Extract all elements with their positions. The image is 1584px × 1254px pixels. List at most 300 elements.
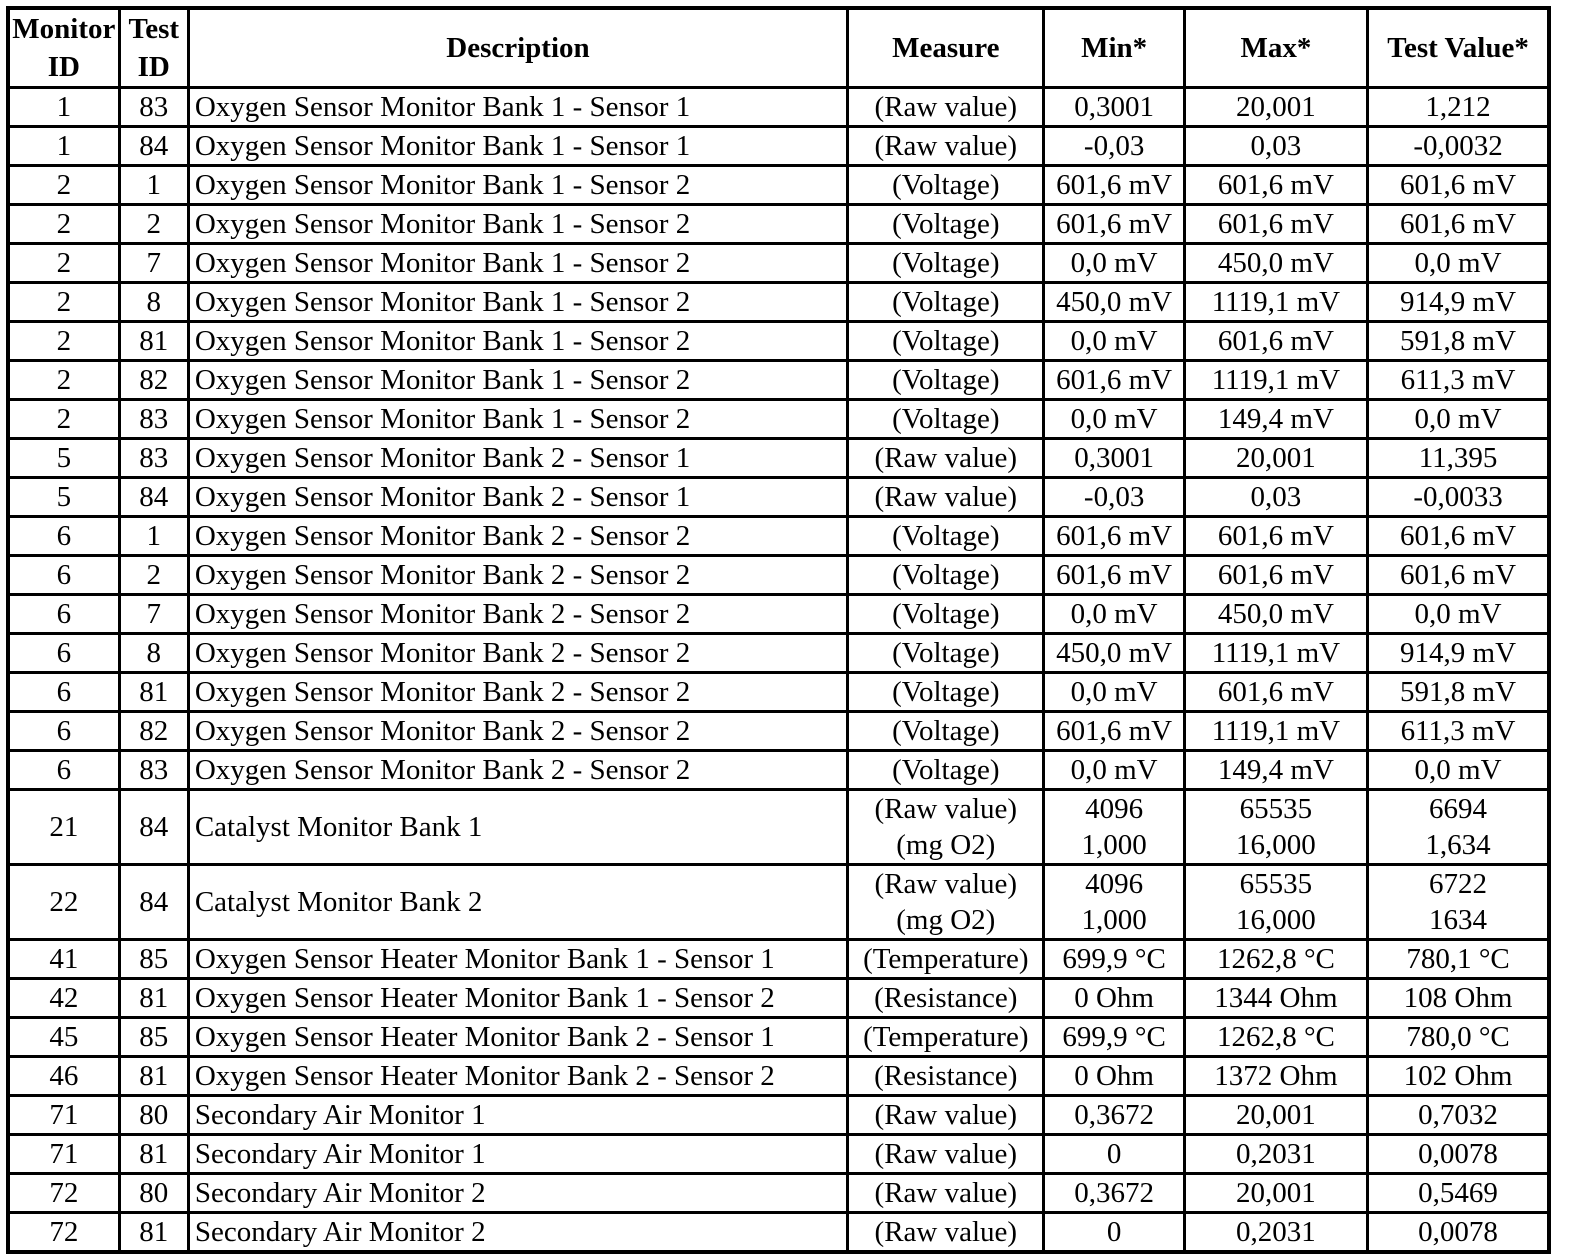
monitor-id-cell: 6 xyxy=(8,673,119,712)
test-value-cell xyxy=(1368,595,1549,634)
monitor-id-cell: 1 xyxy=(8,127,119,166)
test-value-cell xyxy=(1368,517,1549,556)
min-cell-line: 601,6 mV xyxy=(1056,520,1173,552)
measure-cell-line: (Voltage) xyxy=(892,637,1000,669)
max-cell-line: 149,4 mV xyxy=(1217,754,1334,786)
description-cell: Oxygen Sensor Monitor Bank 1 - Sensor 2 xyxy=(188,166,847,205)
description-cell: Oxygen Sensor Heater Monitor Bank 1 - Sensor 1 xyxy=(188,940,847,979)
test-value-cell-line: 0,0078 xyxy=(1418,1138,1498,1170)
measure-cell-line: (Voltage) xyxy=(892,676,1000,708)
measure-cell xyxy=(848,790,1044,865)
min-cell-line: 0,0 mV xyxy=(1070,403,1158,435)
min-cell-line: 0,3672 xyxy=(1074,1099,1154,1131)
measure-cell-line: (Raw value) xyxy=(874,442,1018,474)
min-cell-line: 601,6 mV xyxy=(1056,364,1173,396)
test-value-cell-line: 611,3 mV xyxy=(1400,364,1516,396)
measure-cell xyxy=(848,940,1044,979)
max-cell xyxy=(1184,283,1367,322)
header-measure: Measure xyxy=(848,8,1044,88)
max-cell xyxy=(1184,244,1367,283)
table-row xyxy=(8,1057,1549,1096)
monitor-id-cell: 2 xyxy=(8,361,119,400)
test-value-cell-line: 780,1 °C xyxy=(1406,943,1510,975)
test-value-cell-line: 601,6 mV xyxy=(1400,559,1517,591)
test-id-cell: 84 xyxy=(119,478,188,517)
measure-cell-line: (Resistance) xyxy=(874,982,1018,1014)
table-row xyxy=(8,790,1549,865)
test-value-cell-line: 0,0078 xyxy=(1418,1216,1498,1248)
max-cell xyxy=(1184,979,1367,1018)
measure-cell xyxy=(848,1174,1044,1213)
min-cell xyxy=(1044,790,1184,865)
measure-cell-line: (Raw value) xyxy=(874,481,1018,513)
description-cell: Oxygen Sensor Monitor Bank 2 - Sensor 2 xyxy=(188,556,847,595)
min-cell-line: 4096 xyxy=(1085,868,1144,900)
measure-cell xyxy=(848,1018,1044,1057)
max-cell xyxy=(1184,478,1367,517)
table-row xyxy=(8,283,1549,322)
max-cell xyxy=(1184,439,1367,478)
test-value-cell xyxy=(1368,1057,1549,1096)
max-cell-line: 149,4 mV xyxy=(1217,403,1334,435)
min-cell-line: 0 xyxy=(1106,1138,1122,1170)
description-cell: Oxygen Sensor Monitor Bank 2 - Sensor 2 xyxy=(188,712,847,751)
test-value-cell xyxy=(1368,283,1549,322)
table-row xyxy=(8,166,1549,205)
max-cell xyxy=(1184,1174,1367,1213)
max-cell-line: 1262,8 °C xyxy=(1216,943,1335,975)
measure-cell xyxy=(848,673,1044,712)
min-cell xyxy=(1044,361,1184,400)
description-cell: Oxygen Sensor Monitor Bank 1 - Sensor 2 xyxy=(188,361,847,400)
measure-cell xyxy=(848,1096,1044,1135)
max-cell xyxy=(1184,790,1367,865)
description-cell: Secondary Air Monitor 1 xyxy=(188,1135,847,1174)
measure-cell xyxy=(848,979,1044,1018)
min-cell xyxy=(1044,1174,1184,1213)
test-id-cell: 84 xyxy=(119,127,188,166)
test-value-cell xyxy=(1368,1213,1549,1253)
measure-cell xyxy=(848,361,1044,400)
monitor-id-cell: 41 xyxy=(8,940,119,979)
measure-cell xyxy=(848,283,1044,322)
description-cell: Oxygen Sensor Monitor Bank 2 - Sensor 2 xyxy=(188,634,847,673)
measure-cell xyxy=(848,1213,1044,1253)
test-value-cell-line: 601,6 mV xyxy=(1400,208,1517,240)
description-cell: Oxygen Sensor Monitor Bank 1 - Sensor 1 xyxy=(188,127,847,166)
description-cell: Oxygen Sensor Monitor Bank 1 - Sensor 2 xyxy=(188,283,847,322)
test-id-cell: 80 xyxy=(119,1096,188,1135)
test-id-cell: 83 xyxy=(119,439,188,478)
measure-cell xyxy=(848,751,1044,790)
description-cell: Secondary Air Monitor 1 xyxy=(188,1096,847,1135)
min-cell xyxy=(1044,556,1184,595)
min-cell-line: 0 Ohm xyxy=(1074,982,1154,1014)
test-value-cell xyxy=(1368,166,1549,205)
header-monitor-id-line: ID xyxy=(47,51,80,83)
monitor-id-cell: 5 xyxy=(8,478,119,517)
test-value-cell-line: 6694 xyxy=(1429,793,1488,825)
measure-cell xyxy=(848,478,1044,517)
max-cell-line: 1344 Ohm xyxy=(1214,982,1338,1014)
min-cell-line: 0,0 mV xyxy=(1070,247,1158,279)
min-cell-line: 601,6 mV xyxy=(1056,169,1173,201)
measure-cell xyxy=(848,244,1044,283)
description-cell: Oxygen Sensor Monitor Bank 1 - Sensor 1 xyxy=(188,88,847,127)
monitor-id-cell: 1 xyxy=(8,88,119,127)
max-cell-line: 450,0 mV xyxy=(1217,247,1334,279)
measure-cell xyxy=(848,88,1044,127)
table-row xyxy=(8,400,1549,439)
monitor-id-cell: 2 xyxy=(8,244,119,283)
measure-cell-line: (Voltage) xyxy=(892,325,1000,357)
test-value-cell-line: 0,0 mV xyxy=(1414,598,1502,630)
header-monitor-id-line: Monitor xyxy=(12,13,116,45)
monitor-id-cell: 2 xyxy=(8,400,119,439)
test-value-cell xyxy=(1368,673,1549,712)
test-value-cell xyxy=(1368,88,1549,127)
max-cell xyxy=(1184,88,1367,127)
measure-cell-line: (Voltage) xyxy=(892,208,1000,240)
min-cell xyxy=(1044,88,1184,127)
description-cell: Oxygen Sensor Monitor Bank 2 - Sensor 1 xyxy=(188,478,847,517)
header-test-id-line: Test xyxy=(128,13,180,45)
test-id-cell: 83 xyxy=(119,400,188,439)
test-value-cell xyxy=(1368,439,1549,478)
test-id-cell: 84 xyxy=(119,790,188,865)
monitor-id-cell: 21 xyxy=(8,790,119,865)
min-cell xyxy=(1044,712,1184,751)
min-cell-line: 450,0 mV xyxy=(1056,637,1173,669)
monitor-id-cell: 6 xyxy=(8,517,119,556)
test-id-cell: 8 xyxy=(119,283,188,322)
min-cell-line: 1,000 xyxy=(1081,829,1147,861)
description-cell: Oxygen Sensor Heater Monitor Bank 2 - Sensor 1 xyxy=(188,1018,847,1057)
test-value-cell-line: 601,6 mV xyxy=(1400,169,1517,201)
table-row xyxy=(8,673,1549,712)
monitor-id-cell: 5 xyxy=(8,439,119,478)
test-id-cell: 7 xyxy=(119,244,188,283)
test-value-cell xyxy=(1368,1174,1549,1213)
test-value-cell xyxy=(1368,400,1549,439)
description-cell: Oxygen Sensor Monitor Bank 1 - Sensor 2 xyxy=(188,205,847,244)
measure-cell-line: (Raw value) xyxy=(874,1138,1018,1170)
measure-cell-line: (Voltage) xyxy=(892,520,1000,552)
test-id-cell: 81 xyxy=(119,322,188,361)
min-cell-line: 0 Ohm xyxy=(1074,1060,1154,1092)
description-cell: Oxygen Sensor Monitor Bank 2 - Sensor 2 xyxy=(188,595,847,634)
min-cell xyxy=(1044,1213,1184,1253)
measure-cell-line: (Raw value) xyxy=(874,793,1018,825)
monitor-id-cell: 6 xyxy=(8,751,119,790)
test-id-cell: 81 xyxy=(119,1213,188,1253)
test-id-cell: 81 xyxy=(119,673,188,712)
max-cell-line: 601,6 mV xyxy=(1217,208,1334,240)
min-cell xyxy=(1044,595,1184,634)
table-row xyxy=(8,439,1549,478)
min-cell xyxy=(1044,166,1184,205)
max-cell xyxy=(1184,751,1367,790)
test-value-cell xyxy=(1368,556,1549,595)
table-row xyxy=(8,940,1549,979)
measure-cell-line: (Raw value) xyxy=(874,1177,1018,1209)
measure-cell-line: (Resistance) xyxy=(874,1060,1018,1092)
monitor-id-cell: 46 xyxy=(8,1057,119,1096)
table-row xyxy=(8,88,1549,127)
monitor-id-cell: 6 xyxy=(8,556,119,595)
test-value-cell xyxy=(1368,865,1549,940)
description-cell: Secondary Air Monitor 2 xyxy=(188,1213,847,1253)
header-max: Max* xyxy=(1184,8,1367,88)
test-id-cell: 7 xyxy=(119,595,188,634)
min-cell-line: 0,3672 xyxy=(1074,1177,1154,1209)
max-cell-line: 0,03 xyxy=(1250,130,1302,162)
description-cell: Catalyst Monitor Bank 1 xyxy=(188,790,847,865)
test-value-cell-line: 108 Ohm xyxy=(1403,982,1513,1014)
min-cell xyxy=(1044,283,1184,322)
max-cell-line: 0,2031 xyxy=(1236,1138,1316,1170)
test-value-cell-line: 6722 xyxy=(1429,868,1488,900)
min-cell xyxy=(1044,634,1184,673)
test-value-cell-line: 591,8 mV xyxy=(1400,676,1517,708)
test-id-cell: 80 xyxy=(119,1174,188,1213)
test-value-cell xyxy=(1368,790,1549,865)
max-cell-line: 16,000 xyxy=(1236,829,1316,861)
measure-cell xyxy=(848,1057,1044,1096)
min-cell xyxy=(1044,751,1184,790)
max-cell-line: 0,03 xyxy=(1250,481,1302,513)
min-cell-line: 0,0 mV xyxy=(1070,325,1158,357)
measure-cell xyxy=(848,1135,1044,1174)
max-cell-line: 1372 Ohm xyxy=(1214,1060,1338,1092)
test-value-cell-line: 102 Ohm xyxy=(1403,1060,1513,1092)
monitor-id-cell: 22 xyxy=(8,865,119,940)
max-cell xyxy=(1184,673,1367,712)
measure-cell xyxy=(848,712,1044,751)
max-cell-line: 0,2031 xyxy=(1236,1216,1316,1248)
header-test-value: Test Value* xyxy=(1368,8,1549,88)
test-id-cell: 2 xyxy=(119,205,188,244)
max-cell-line: 1119,1 mV xyxy=(1211,637,1341,669)
test-value-cell-line: 0,7032 xyxy=(1418,1099,1498,1131)
test-value-cell-line: 914,9 mV xyxy=(1400,637,1517,669)
max-cell-line: 1262,8 °C xyxy=(1216,1021,1335,1053)
description-cell: Oxygen Sensor Monitor Bank 2 - Sensor 2 xyxy=(188,673,847,712)
monitor-id-cell: 72 xyxy=(8,1213,119,1253)
min-cell xyxy=(1044,1018,1184,1057)
measure-cell-line: (Raw value) xyxy=(874,91,1018,123)
min-cell xyxy=(1044,1057,1184,1096)
table-row xyxy=(8,478,1549,517)
monitor-test-results-table xyxy=(6,6,1551,1254)
monitor-id-cell: 6 xyxy=(8,634,119,673)
monitor-id-cell: 72 xyxy=(8,1174,119,1213)
test-id-cell: 81 xyxy=(119,979,188,1018)
table-row xyxy=(8,979,1549,1018)
table-row xyxy=(8,1135,1549,1174)
measure-cell-line: (Temperature) xyxy=(863,943,1029,975)
description-cell: Catalyst Monitor Bank 2 xyxy=(188,865,847,940)
max-cell-line: 20,001 xyxy=(1236,442,1316,474)
measure-cell-line: (Temperature) xyxy=(863,1021,1029,1053)
monitor-id-cell: 6 xyxy=(8,712,119,751)
min-cell-line: 1,000 xyxy=(1081,904,1147,936)
header-row xyxy=(8,8,1549,88)
min-cell xyxy=(1044,979,1184,1018)
measure-cell xyxy=(848,517,1044,556)
min-cell-line: 0 xyxy=(1106,1216,1122,1248)
min-cell-line: 0,0 mV xyxy=(1070,598,1158,630)
test-id-cell: 85 xyxy=(119,1018,188,1057)
min-cell xyxy=(1044,673,1184,712)
description-cell: Oxygen Sensor Monitor Bank 1 - Sensor 2 xyxy=(188,322,847,361)
measure-cell xyxy=(848,556,1044,595)
table-row xyxy=(8,712,1549,751)
min-cell xyxy=(1044,517,1184,556)
table-row xyxy=(8,865,1549,940)
description-cell: Secondary Air Monitor 2 xyxy=(188,1174,847,1213)
table-row xyxy=(8,1096,1549,1135)
test-id-cell: 81 xyxy=(119,1135,188,1174)
test-value-cell xyxy=(1368,1096,1549,1135)
min-cell-line: 601,6 mV xyxy=(1056,208,1173,240)
test-value-cell xyxy=(1368,979,1549,1018)
test-value-cell xyxy=(1368,205,1549,244)
description-cell: Oxygen Sensor Heater Monitor Bank 1 - Sensor 2 xyxy=(188,979,847,1018)
table-header xyxy=(8,8,1549,88)
description-cell: Oxygen Sensor Monitor Bank 2 - Sensor 2 xyxy=(188,517,847,556)
test-value-cell xyxy=(1368,361,1549,400)
test-id-cell: 81 xyxy=(119,1057,188,1096)
max-cell-line: 65535 xyxy=(1239,793,1313,825)
measure-cell-line: (Voltage) xyxy=(892,364,1000,396)
test-id-cell: 82 xyxy=(119,361,188,400)
test-value-cell-line: 1634 xyxy=(1429,904,1488,936)
max-cell xyxy=(1184,1213,1367,1253)
min-cell-line: 699,9 °C xyxy=(1062,943,1166,975)
min-cell xyxy=(1044,478,1184,517)
measure-cell xyxy=(848,322,1044,361)
min-cell-line: 601,6 mV xyxy=(1056,715,1173,747)
monitor-id-cell: 2 xyxy=(8,283,119,322)
header-test-id-line: ID xyxy=(137,51,170,83)
min-cell xyxy=(1044,322,1184,361)
max-cell-line: 601,6 mV xyxy=(1217,676,1334,708)
test-value-cell-line: 0,0 mV xyxy=(1414,754,1502,786)
min-cell-line: -0,03 xyxy=(1083,481,1145,513)
measure-cell xyxy=(848,400,1044,439)
test-id-cell: 8 xyxy=(119,634,188,673)
header-description: Description xyxy=(188,8,847,88)
monitor-id-cell: 42 xyxy=(8,979,119,1018)
max-cell xyxy=(1184,595,1367,634)
test-value-cell-line: -0,0032 xyxy=(1413,130,1503,162)
max-cell xyxy=(1184,205,1367,244)
test-id-cell: 83 xyxy=(119,751,188,790)
description-cell: Oxygen Sensor Monitor Bank 1 - Sensor 2 xyxy=(188,244,847,283)
max-cell-line: 601,6 mV xyxy=(1217,325,1334,357)
test-value-cell xyxy=(1368,1018,1549,1057)
measure-cell-line: (Voltage) xyxy=(892,754,1000,786)
measure-cell-line: (Raw value) xyxy=(874,868,1018,900)
table-row xyxy=(8,244,1549,283)
measure-cell-line: (Voltage) xyxy=(892,559,1000,591)
min-cell xyxy=(1044,940,1184,979)
measure-cell-line: (Voltage) xyxy=(892,403,1000,435)
max-cell-line: 601,6 mV xyxy=(1217,169,1334,201)
max-cell-line: 601,6 mV xyxy=(1217,559,1334,591)
measure-cell-line: (Voltage) xyxy=(892,286,1000,318)
header-test-id xyxy=(119,8,188,88)
max-cell-line: 1119,1 mV xyxy=(1211,286,1341,318)
test-id-cell: 83 xyxy=(119,88,188,127)
monitor-id-cell: 71 xyxy=(8,1096,119,1135)
test-value-cell xyxy=(1368,940,1549,979)
table-row xyxy=(8,205,1549,244)
test-value-cell xyxy=(1368,322,1549,361)
max-cell xyxy=(1184,127,1367,166)
min-cell xyxy=(1044,439,1184,478)
monitor-id-cell: 6 xyxy=(8,595,119,634)
table-row xyxy=(8,634,1549,673)
test-value-cell xyxy=(1368,127,1549,166)
min-cell-line: 0,3001 xyxy=(1074,91,1154,123)
min-cell xyxy=(1044,1096,1184,1135)
max-cell xyxy=(1184,865,1367,940)
test-value-cell xyxy=(1368,751,1549,790)
max-cell-line: 450,0 mV xyxy=(1217,598,1334,630)
table-row xyxy=(8,595,1549,634)
max-cell xyxy=(1184,1096,1367,1135)
test-value-cell xyxy=(1368,1135,1549,1174)
test-value-cell xyxy=(1368,244,1549,283)
max-cell-line: 1119,1 mV xyxy=(1211,715,1341,747)
monitor-id-cell: 2 xyxy=(8,322,119,361)
description-cell: Oxygen Sensor Monitor Bank 1 - Sensor 2 xyxy=(188,400,847,439)
header-min: Min* xyxy=(1044,8,1184,88)
table-row xyxy=(8,556,1549,595)
table-row xyxy=(8,361,1549,400)
max-cell-line: 16,000 xyxy=(1236,904,1316,936)
monitor-id-cell: 71 xyxy=(8,1135,119,1174)
max-cell xyxy=(1184,1135,1367,1174)
max-cell-line: 65535 xyxy=(1239,868,1313,900)
test-id-cell: 82 xyxy=(119,712,188,751)
measure-cell xyxy=(848,166,1044,205)
max-cell xyxy=(1184,517,1367,556)
max-cell xyxy=(1184,634,1367,673)
min-cell xyxy=(1044,865,1184,940)
min-cell xyxy=(1044,205,1184,244)
min-cell-line: -0,03 xyxy=(1083,130,1145,162)
test-value-cell-line: 914,9 mV xyxy=(1400,286,1517,318)
table-row xyxy=(8,127,1549,166)
max-cell xyxy=(1184,1057,1367,1096)
measure-cell xyxy=(848,865,1044,940)
table-row xyxy=(8,751,1549,790)
test-value-cell-line: 1,634 xyxy=(1425,829,1491,861)
max-cell xyxy=(1184,1018,1367,1057)
max-cell xyxy=(1184,712,1367,751)
max-cell xyxy=(1184,556,1367,595)
table-body xyxy=(8,88,1549,1253)
test-value-cell-line: 601,6 mV xyxy=(1400,520,1517,552)
min-cell xyxy=(1044,127,1184,166)
max-cell xyxy=(1184,940,1367,979)
measure-cell-line: (Raw value) xyxy=(874,1216,1018,1248)
max-cell xyxy=(1184,400,1367,439)
description-cell: Oxygen Sensor Monitor Bank 2 - Sensor 2 xyxy=(188,751,847,790)
